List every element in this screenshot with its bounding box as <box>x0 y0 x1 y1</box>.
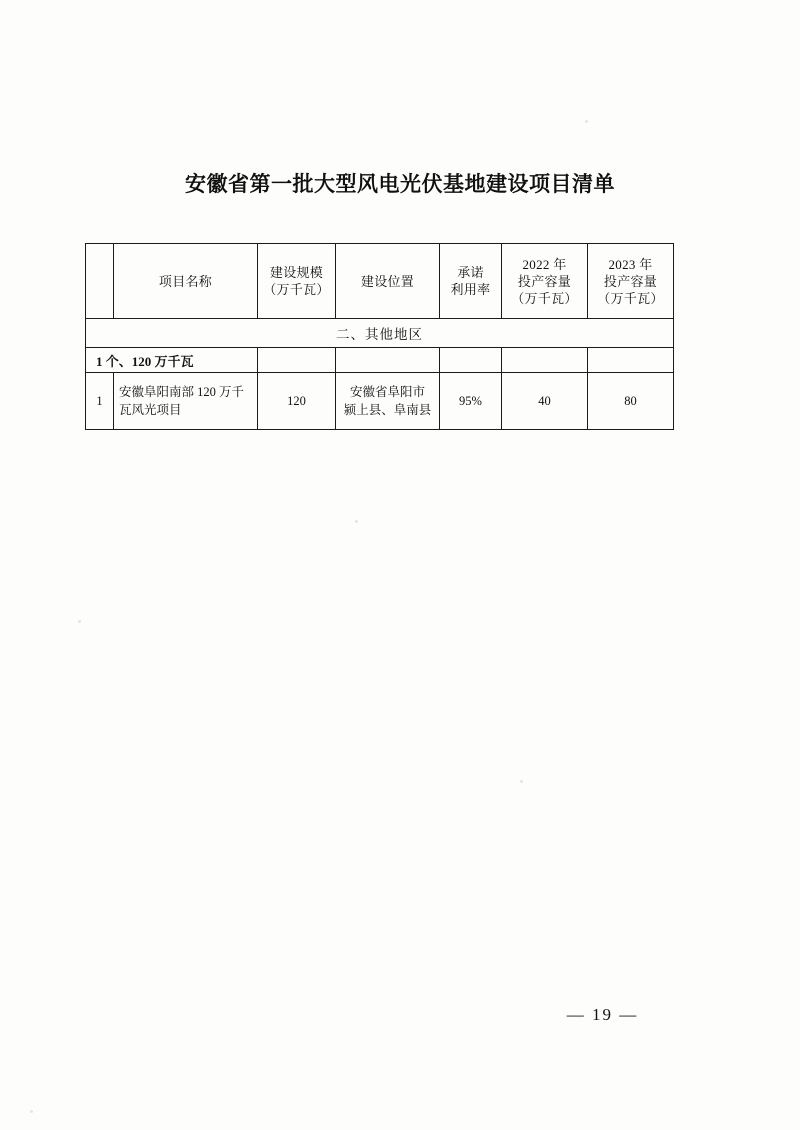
page-number: — 19 — <box>566 1005 639 1024</box>
table-header-row <box>86 244 674 319</box>
header-2022-line1: 2022 年 <box>522 256 567 272</box>
header-rate-line1: 承诺 <box>457 265 484 280</box>
section-title: 二、其他地区 <box>86 319 674 348</box>
subtotal-scale-blank <box>258 348 336 373</box>
row-name-line1: 安徽阜阳南部 120 万千 <box>119 385 245 399</box>
row-capacity-2022: 40 <box>502 373 588 430</box>
scan-speck <box>30 1110 33 1113</box>
header-2022-line3: （万千瓦） <box>511 290 578 306</box>
header-2023-line1: 2023 年 <box>608 256 653 272</box>
row-construction-location <box>336 373 440 430</box>
header-construction-location: 建设位置 <box>336 244 440 319</box>
subtotal-rate-blank <box>440 348 502 373</box>
subtotal-2022-blank <box>502 348 588 373</box>
header-2023-line2: 投产容量 <box>603 273 658 289</box>
row-index: 1 <box>86 373 114 430</box>
header-index <box>86 244 114 319</box>
header-rate-line2: 利用率 <box>450 282 491 297</box>
header-2023-line3: （万千瓦） <box>597 290 664 306</box>
table-row <box>86 373 674 430</box>
header-2022-line2: 投产容量 <box>517 273 572 289</box>
row-committed-utilization: 95% <box>440 373 502 430</box>
subtotal-location-blank <box>336 348 440 373</box>
header-scale-line2: （万千瓦） <box>263 282 330 297</box>
row-location-line1: 安徽省阜阳市 <box>349 385 425 399</box>
header-committed-utilization <box>440 244 502 319</box>
header-construction-scale <box>258 244 336 319</box>
scan-speck <box>355 520 358 523</box>
row-construction-scale: 120 <box>258 373 336 430</box>
subtotal-label: 1 个、120 万千瓦 <box>86 348 258 373</box>
header-scale-line1: 建设规模 <box>269 265 324 280</box>
scan-speck <box>520 780 523 783</box>
scan-speck <box>585 120 588 123</box>
row-project-name <box>114 373 258 430</box>
table-section-row <box>86 319 674 348</box>
header-capacity-2022 <box>502 244 588 319</box>
row-location-line2: 颍上县、阜南县 <box>343 403 432 417</box>
row-name-line2: 瓦风光项目 <box>119 403 182 417</box>
header-project-name: 项目名称 <box>114 244 258 319</box>
page-title: 安徽省第一批大型风电光伏基地建设项目清单 <box>185 172 615 196</box>
scan-speck <box>78 620 81 623</box>
table-subtotal-row <box>86 348 674 373</box>
header-capacity-2023 <box>588 244 674 319</box>
subtotal-2023-blank <box>588 348 674 373</box>
row-capacity-2023: 80 <box>588 373 674 430</box>
project-list-table <box>85 243 674 430</box>
